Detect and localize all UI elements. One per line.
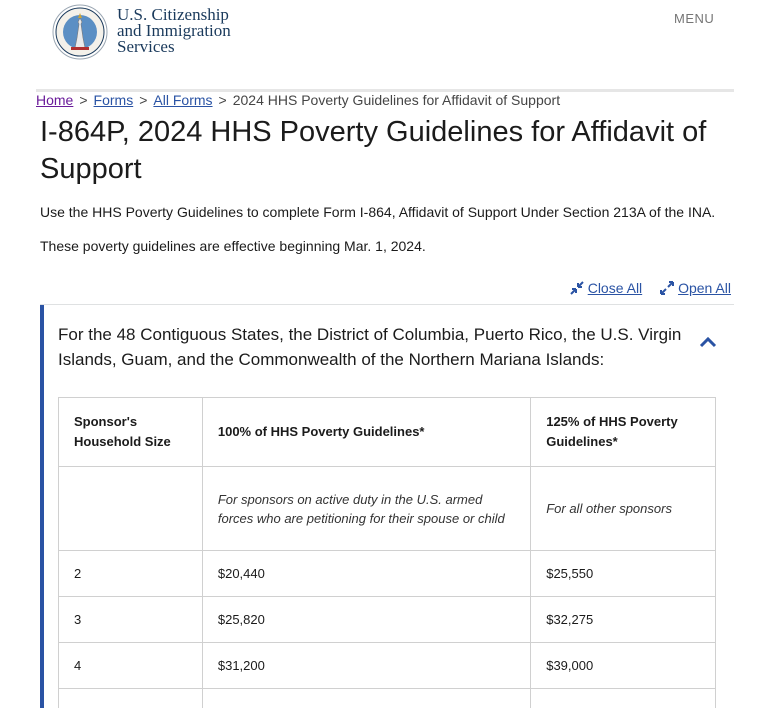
breadcrumb-current: 2024 HHS Poverty Guidelines for Affidavit of Support [232,92,561,108]
accordion-section-contiguous-states [40,305,734,708]
guideline-125-cell: $39,000 [531,643,716,689]
household-size-cell: 4 [59,643,203,689]
breadcrumb [36,92,560,108]
accordion-toggles [556,280,731,296]
collapse-arrows-icon [570,281,584,295]
description-cell [59,467,203,551]
menu-button[interactable]: MENU [674,11,715,26]
table-row [59,551,716,597]
breadcrumb-link-all-forms[interactable]: All Forms [153,92,213,108]
expand-arrows-icon [660,281,674,295]
close-all-button[interactable] [570,280,642,296]
accordion-heading[interactable]: For the 48 Contiguous States, the District of Columbia, Puerto Rico, the U.S. Virgin Islands, Guam, and the Commonwealth of the Northern Mariana Islands: [58,325,682,369]
description-cell: For sponsors on active duty in the U.S. armed forces who are petitioning for their spouse or child [202,467,530,551]
guideline-100-cell: $31,200 [202,643,530,689]
household-size-cell [59,689,203,708]
guideline-125-cell: $32,275 [531,597,716,643]
guideline-100-cell: $25,820 [202,597,530,643]
effective-date-text: These poverty guidelines are effective beginning Mar. 1, 2024. [40,238,426,254]
open-all-label: Open All [678,280,731,296]
intro-text: Use the HHS Poverty Guidelines to complete Form I-864, Affidavit of Support Under Section 213A of the INA. [40,204,716,220]
breadcrumb-separator: > [79,92,88,108]
agency-name-line-1: U.S. Citizenship [117,5,229,24]
agency-name-line-2: and Immigration [117,21,231,40]
guideline-125-cell: $25,550 [531,551,716,597]
table-description-row [59,467,716,551]
close-all-label: Close All [587,280,643,296]
description-cell: For all other sponsors [531,467,716,551]
chevron-up-icon[interactable] [698,335,718,349]
column-header-125-percent: 125% of HHS Poverty Guidelines* [531,398,716,467]
guideline-125-cell [531,689,716,708]
page-title: I-864P, 2024 HHS Poverty Guidelines for Affidavit of Support [40,116,707,185]
breadcrumb-separator: > [139,92,148,108]
breadcrumb-link-home[interactable]: Home [36,92,74,108]
table-row-partial [59,689,716,708]
poverty-guidelines-table [58,397,716,708]
agency-name-line-3: Services [117,37,175,56]
table-row [59,597,716,643]
household-size-cell: 2 [59,551,203,597]
table-header-row [59,398,716,467]
guideline-100-cell: $20,440 [202,551,530,597]
breadcrumb-separator: > [218,92,227,108]
household-size-cell: 3 [59,597,203,643]
agency-name[interactable] [117,7,231,55]
uscis-seal-icon[interactable] [52,4,108,60]
column-header-household-size: Sponsor's Household Size [59,398,203,467]
guideline-100-cell [202,689,530,708]
table-row [59,643,716,689]
breadcrumb-link-forms[interactable]: Forms [93,92,134,108]
column-header-100-percent: 100% of HHS Poverty Guidelines* [202,398,530,467]
open-all-button[interactable] [660,280,731,296]
site-header [0,0,768,90]
